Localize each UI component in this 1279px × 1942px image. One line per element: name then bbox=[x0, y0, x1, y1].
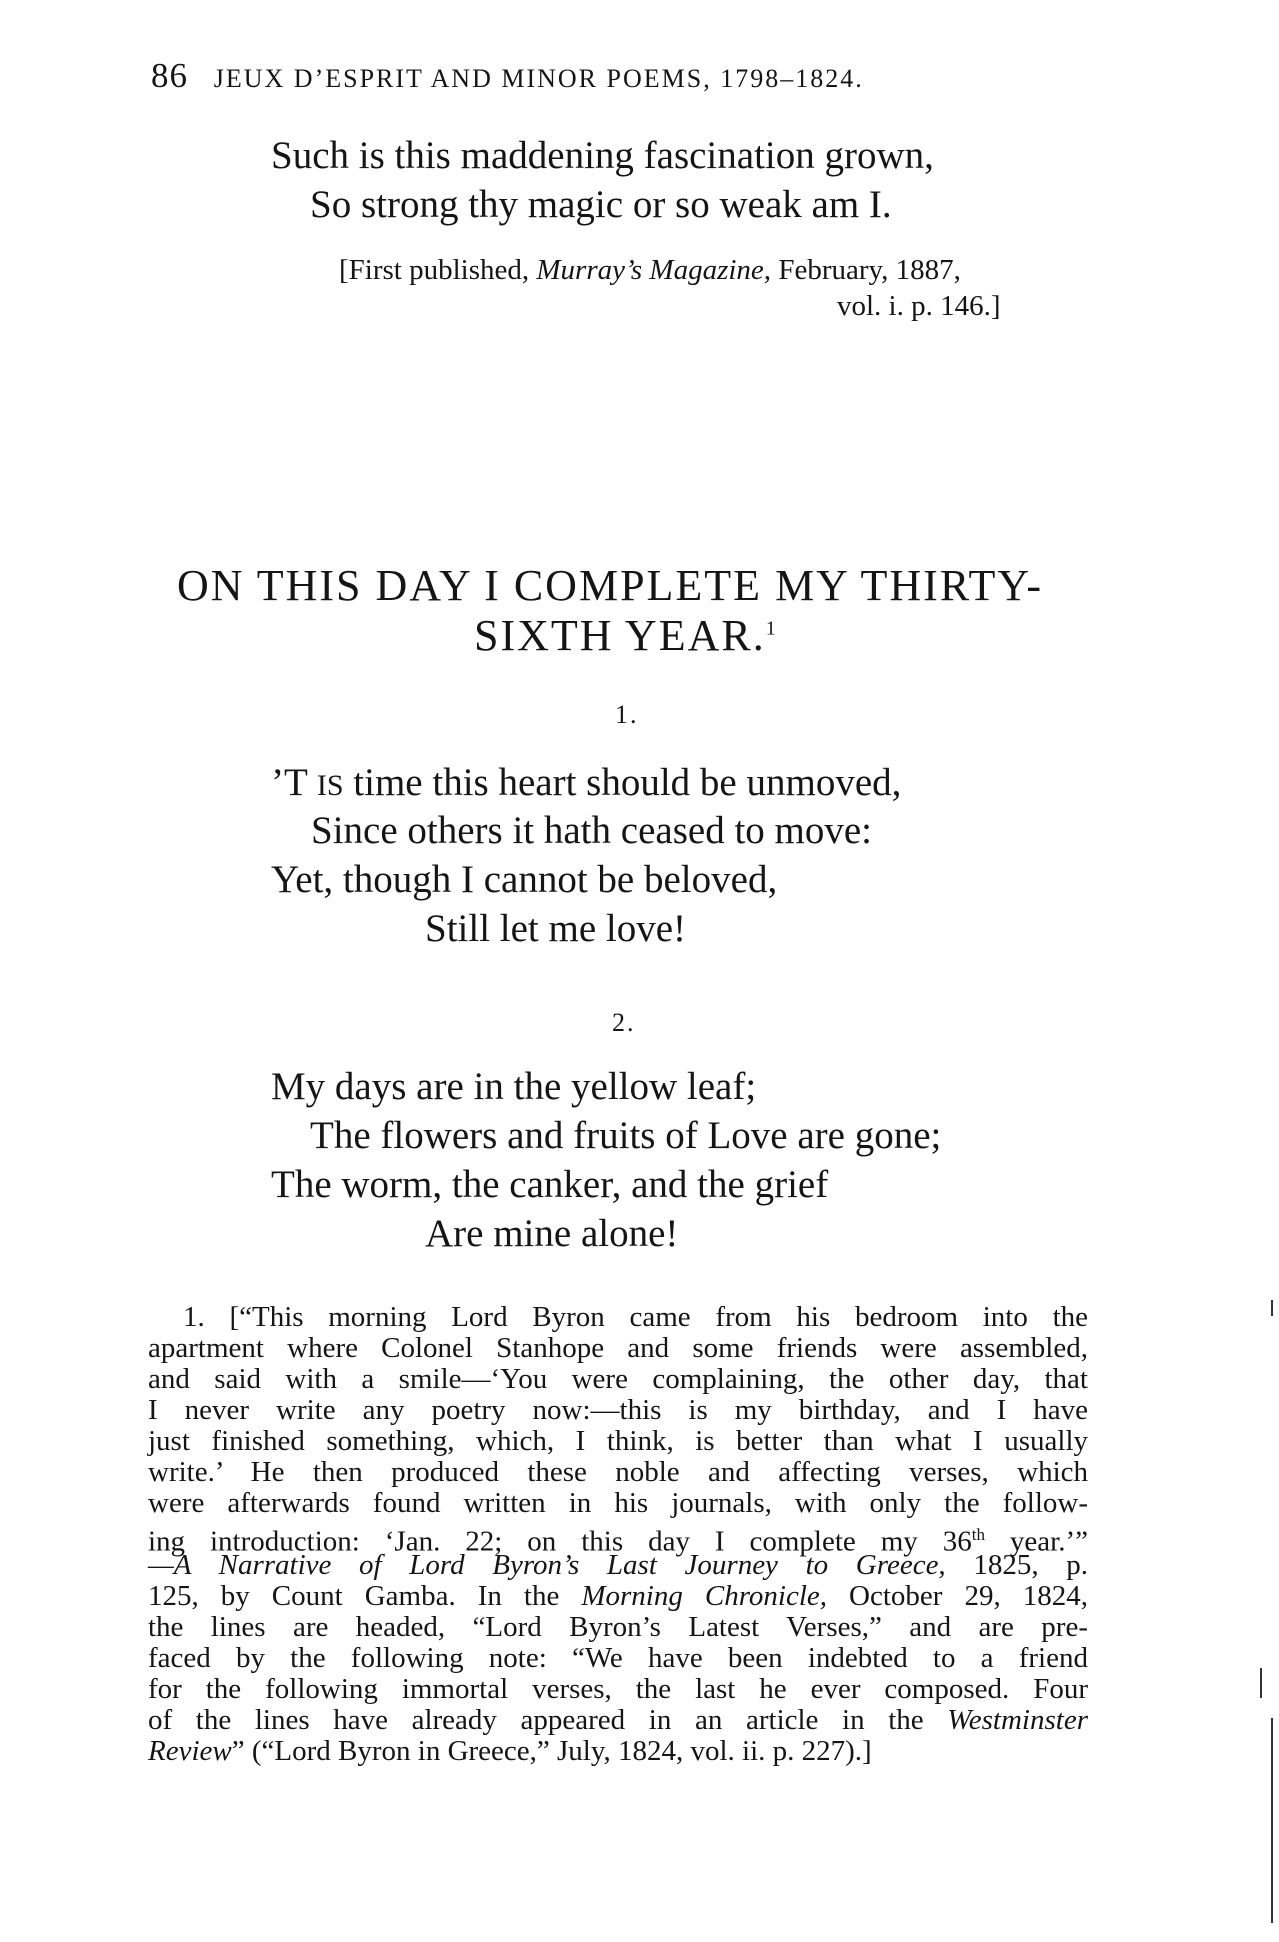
previous-poem-line: Such is this maddening fascination grown, bbox=[271, 134, 934, 177]
scan-edge-mark bbox=[1260, 1668, 1262, 1698]
stanza-number: 1. bbox=[615, 700, 639, 729]
stanza-2-line-3: The worm, the canker, and the grief bbox=[271, 1163, 829, 1206]
publication-note-volume: vol. i. p. 146.] bbox=[837, 290, 1001, 322]
footnote-line: just finished something, which, I think, is better than what I usually bbox=[148, 1425, 1088, 1457]
footnote-line: faced by the following note: “We have been indebted to a friend bbox=[148, 1642, 1088, 1674]
footnote-line: were afterwards found written in his journals, with only the follow- bbox=[148, 1487, 1088, 1519]
stanza-1-line-2: Since others it hath ceased to move: bbox=[311, 809, 873, 852]
running-title: JEUX D’ESPRIT AND MINOR POEMS, 1798–1824. bbox=[213, 64, 864, 93]
footnote-line: Review” (“Lord Byron in Greece,” July, 1824, vol. ii. p. 227).] bbox=[148, 1735, 872, 1767]
stanza-1-line-4: Still let me love! bbox=[425, 907, 687, 950]
stanza-2-line-4: Are mine alone! bbox=[425, 1212, 679, 1255]
scan-edge-mark bbox=[1271, 1300, 1273, 1316]
running-header bbox=[151, 56, 864, 96]
footnote-line: the lines are headed, “Lord Byron’s Latest Verses,” and are pre- bbox=[148, 1611, 1088, 1643]
stanza-number: 2. bbox=[612, 1008, 636, 1037]
footnote bbox=[148, 1302, 1088, 1767]
page-number: 86 bbox=[151, 56, 188, 95]
previous-poem-line: So strong thy magic or so weak am I. bbox=[310, 183, 892, 226]
footnote-number: 1. bbox=[183, 1301, 205, 1333]
footnote-line: and said with a smile—‘You were complaining, the other day, that bbox=[148, 1363, 1088, 1395]
title-footnote-ref: 1 bbox=[765, 617, 776, 640]
stanza-2-line-2: The flowers and fruits of Love are gone; bbox=[310, 1114, 942, 1157]
stanza-1-line-1: ’T IS time this heart should be unmoved, bbox=[271, 761, 902, 804]
footnote-line: ing introduction: ‘Jan. 22; on this day I complete my 36th year.’” bbox=[148, 1525, 1088, 1558]
publication-note: [First published, Murray’s Magazine, February, 1887, bbox=[339, 254, 961, 286]
footnote-line: of the lines have already appeared in an article in the Westminster bbox=[148, 1704, 1088, 1736]
footnote-line: for the following immortal verses, the last he ever composed. Four bbox=[148, 1673, 1088, 1705]
footnote-line: —A Narrative of Lord Byron’s Last Journey to Greece, 1825, p. bbox=[148, 1549, 1088, 1581]
stanza-2-line-1: My days are in the yellow leaf; bbox=[271, 1065, 757, 1108]
footnote-line: apartment where Colonel Stanhope and some friends were assembled, bbox=[148, 1332, 1088, 1364]
footnote-line: I never write any poetry now:—this is my birthday, and I have bbox=[148, 1394, 1088, 1426]
footnote-line: 125, by Count Gamba. In the Morning Chronicle, October 29, 1824, bbox=[148, 1580, 1088, 1612]
poem-title-line-2: SIXTH YEAR.$^1$ bbox=[474, 611, 776, 660]
poem-title-line-1: ON THIS DAY I COMPLETE MY THIRTY- bbox=[177, 561, 1043, 610]
stanza-1-line-3: Yet, though I cannot be beloved, bbox=[271, 858, 778, 901]
scan-edge-mark bbox=[1271, 1718, 1273, 1923]
footnote-line: 1. [“This morning Lord Byron came from his bedroom into the bbox=[183, 1301, 1088, 1333]
footnote-line: write.’ He then produced these noble and affecting verses, which bbox=[148, 1456, 1088, 1488]
